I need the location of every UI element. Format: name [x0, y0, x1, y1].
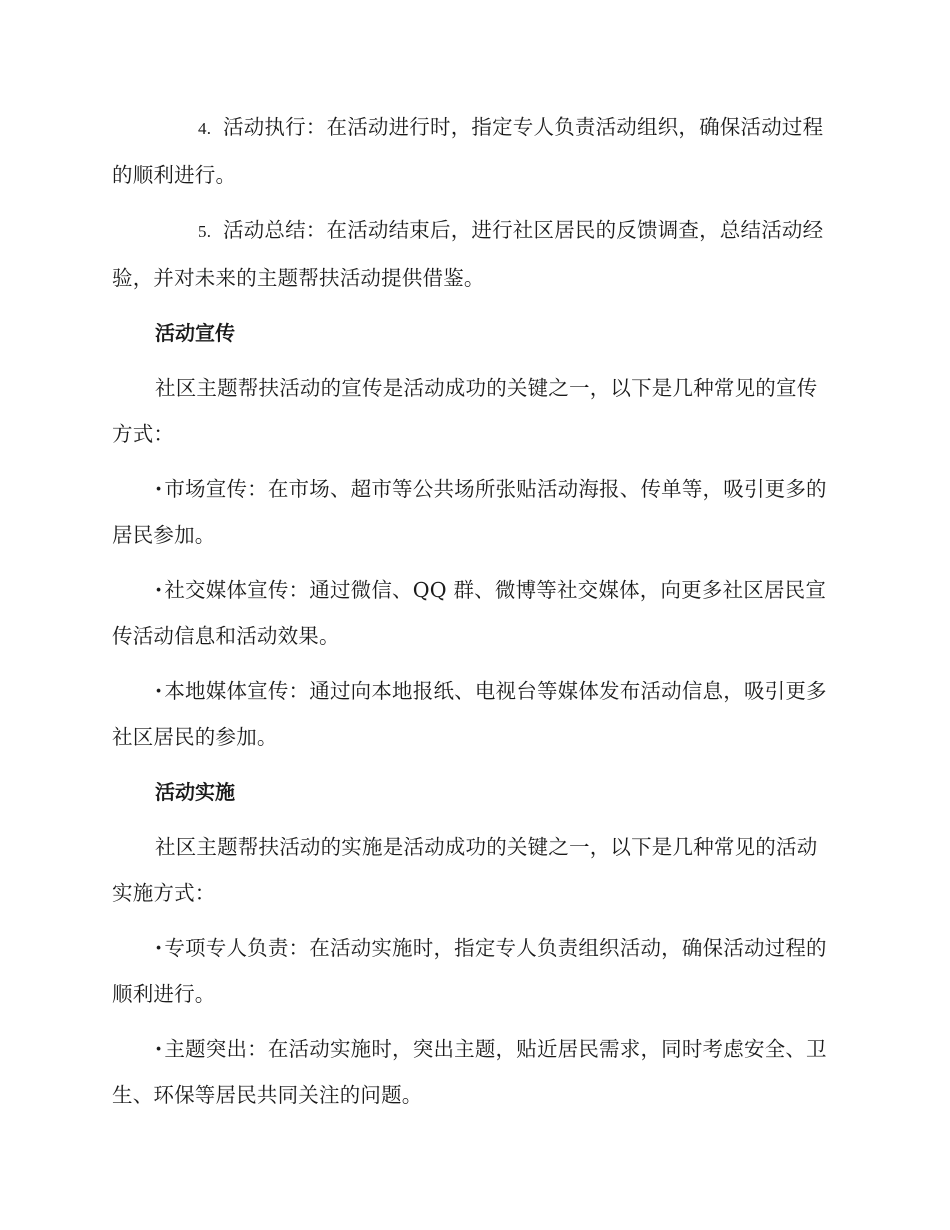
paragraph-implementation-intro: 社区主题帮扶活动的实施是活动成功的关键之一，以下是几种常见的活动实施方式： [112, 835, 818, 905]
bullet-item-local-media [112, 668, 838, 760]
bullet-dot: · [155, 936, 163, 960]
document-page [112, 104, 838, 1127]
item-text: 本地媒体宣传：通过向本地报纸、电视台等媒体发布活动信息，吸引更多社区居民的参加。 [112, 679, 827, 749]
bullet-dot: · [155, 578, 163, 602]
item-text: 市场宣传：在市场、超市等公共场所张贴活动海报、传单等，吸引更多的居民参加。 [112, 477, 827, 547]
bullet-dot: · [155, 477, 163, 501]
item-text: 主题突出：在活动实施时，突出主题，贴近居民需求，同时考虑安全、卫生、环保等居民共同关注的问题。 [112, 1037, 827, 1107]
section-heading-publicity: 活动宣传 [155, 321, 235, 345]
numbered-item-4 [112, 104, 838, 198]
section-heading-implementation: 活动实施 [155, 780, 235, 804]
item-text: 社交媒体宣传：通过微信、QQ 群、微博等社交媒体，向更多社区居民宣传活动信息和活动效果。 [112, 578, 827, 648]
item-text: 专项专人负责：在活动实施时，指定专人负责组织活动，确保活动过程的顺利进行。 [112, 936, 827, 1006]
bullet-item-market [112, 466, 838, 558]
item-text: 活动执行：在活动进行时，指定专人负责活动组织，确保活动过程的顺利进行。 [112, 115, 824, 187]
item-text: 活动总结：在活动结束后，进行社区居民的反馈调查，总结活动经验，并对未来的主题帮扶活动提供借鉴。 [112, 218, 824, 290]
bullet-item-social-media [112, 567, 838, 659]
paragraph-publicity-intro: 社区主题帮扶活动的宣传是活动成功的关键之一，以下是几种常见的宣传方式： [112, 376, 818, 446]
numbered-item-5 [112, 207, 838, 301]
bullet-item-dedicated-staff [112, 925, 838, 1017]
bullet-item-theme-highlight [112, 1026, 838, 1118]
list-number: 4. [198, 119, 212, 138]
bullet-dot: · [155, 1037, 163, 1061]
bullet-dot: · [155, 679, 163, 703]
list-number: 5. [198, 222, 212, 241]
